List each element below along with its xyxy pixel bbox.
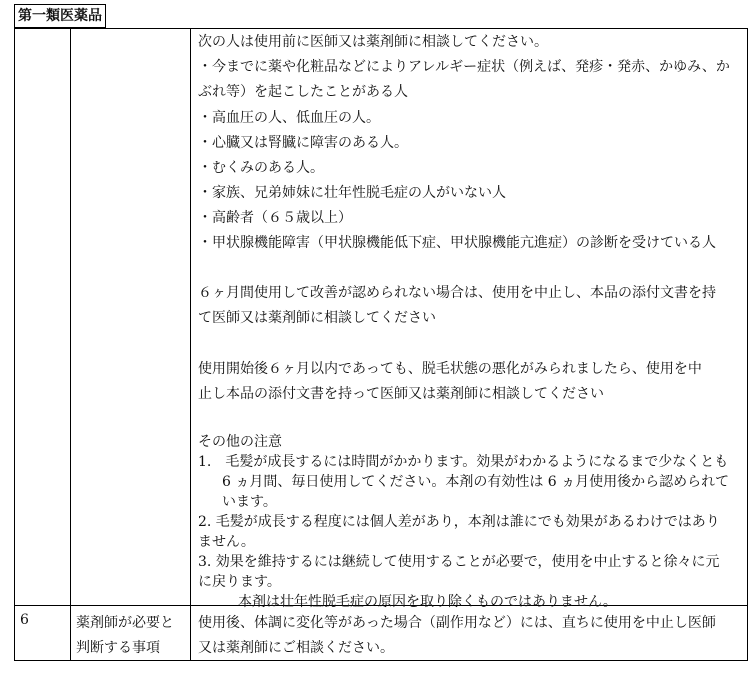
drug-class-badge: 第一類医薬品	[14, 4, 106, 28]
row-label-line-2: 判断する事項	[76, 640, 160, 656]
table-border-top	[14, 28, 748, 29]
list-item: ・心臓又は腎臓に障害のある人。	[198, 135, 408, 151]
row-label-line-1: 薬剤師が必要と	[76, 615, 174, 631]
note-1-line-1: 1. 毛髪が成長するには時間がかかります。効果がわかるようになるまで少なくとも	[198, 454, 729, 470]
table-border-right	[747, 28, 748, 661]
note-1-line-2: 6 ヵ月間、毎日使用してください。本剤の有効性は 6 ヵ月使用後から認められて	[222, 474, 730, 490]
table-col-divider-1	[70, 28, 71, 661]
six-month-line-1: ６ヶ月間使用して改善が認められない場合は、使用を中止し、本品の添付文書を持	[198, 285, 716, 301]
precautions-table	[14, 28, 748, 661]
row-content-line-2: 又は薬剤師にご相談ください。	[198, 640, 394, 656]
allergy-line-2: ぶれ等）を起こしたことがある人	[198, 84, 408, 100]
table-border-bottom	[14, 660, 748, 661]
worsen-line-1: 使用開始後６ヶ月以内であっても、脱毛状態の悪化がみられましたら、使用を中	[198, 361, 702, 377]
list-item: ・甲状腺機能障害（甲状腺機能低下症、甲状腺機能亢進症）の診断を受けている人	[198, 235, 716, 251]
list-item: ・高血圧の人、低血圧の人。	[198, 110, 380, 126]
table-border-left	[14, 28, 15, 661]
list-item: ・高齢者（６５歳以上）	[198, 210, 352, 226]
note-1-line-3: います。	[222, 494, 277, 510]
worsen-line-2: 止し本品の添付文書を持って医師又は薬剤師に相談してください	[198, 386, 604, 402]
notes-heading: その他の注意	[198, 434, 282, 450]
note-2-line-1: 2. 毛髪が成長する程度には個人差があり，本剤は誰にでも効果があるわけではあり	[198, 514, 720, 530]
note-3-line-1: 3. 効果を維持するには継続して使用することが必要で，使用を中止すると徐々に元	[198, 554, 720, 570]
allergy-line-1: ・今までに薬や化粧品などによりアレルギー症状（例えば、発疹・発赤、かゆみ、か	[198, 59, 730, 75]
note-2-line-2: ません。	[198, 534, 255, 550]
consult-intro: 次の人は使用前に医師又は薬剤師に相談してください。	[198, 34, 548, 50]
row-number: 6	[20, 612, 29, 628]
six-month-line-2: て医師又は薬剤師に相談してください	[198, 310, 436, 326]
table-col-divider-2	[190, 28, 191, 661]
list-item: ・家族、兄弟姉妹に壮年性脱毛症の人がいない人	[198, 185, 506, 201]
note-3-line-2: に戻ります。	[198, 574, 281, 590]
row-content-line-1: 使用後、体調に変化等があった場合（副作用など）には、直ちに使用を中止し医師	[198, 615, 716, 631]
closing-note: 本剤は壮年性脱毛症の原因を取り除くものではありません。	[238, 594, 617, 610]
list-item: ・むくみのある人。	[198, 160, 324, 176]
